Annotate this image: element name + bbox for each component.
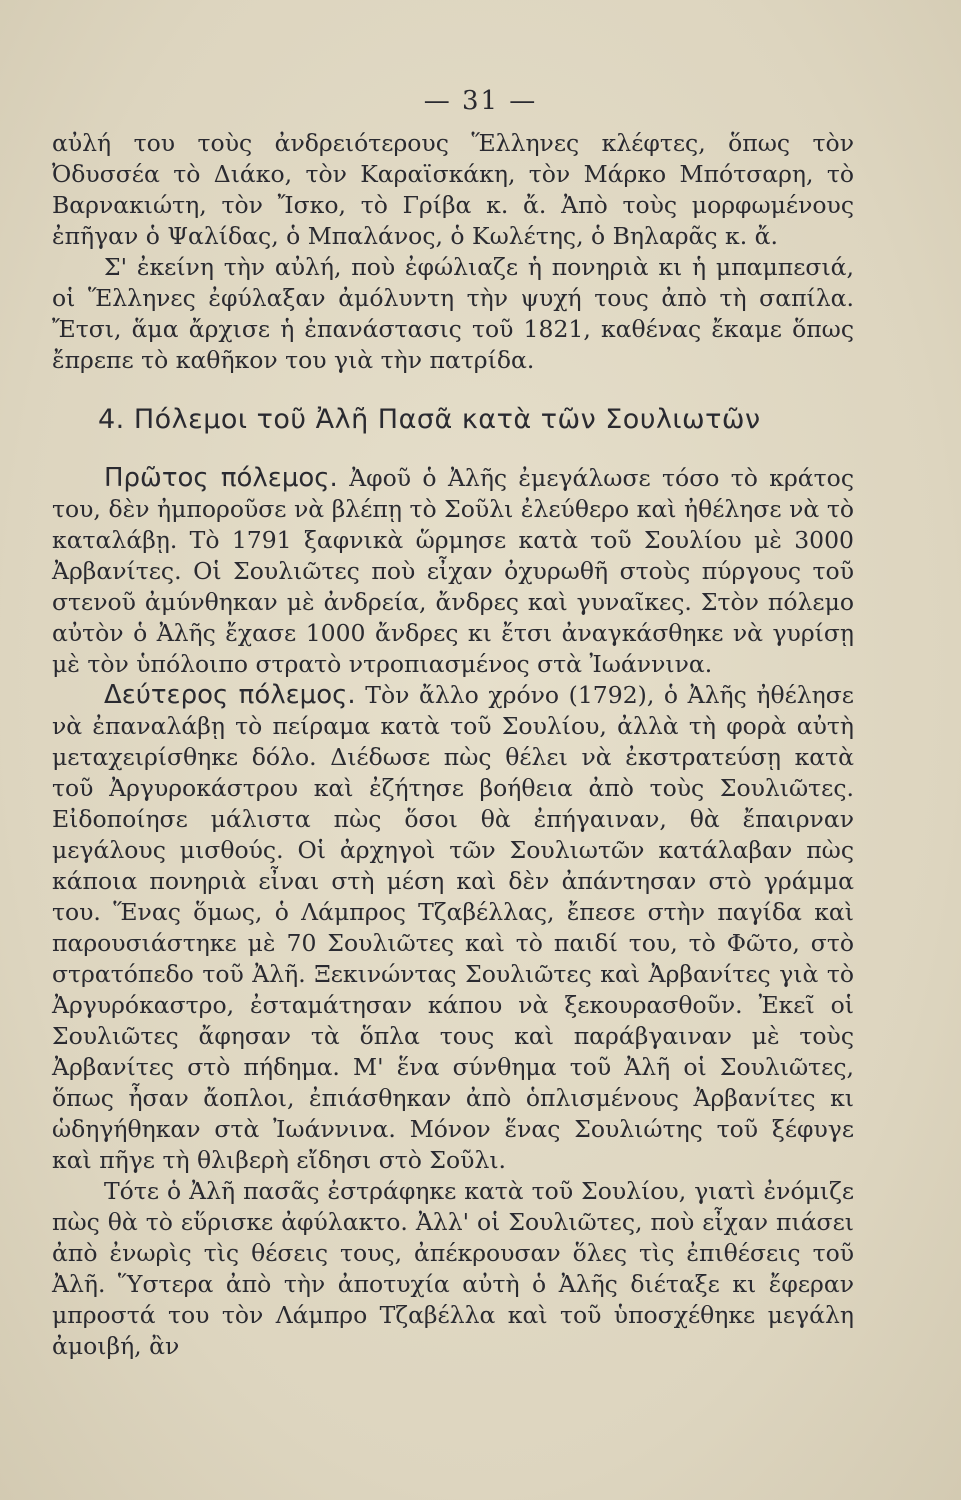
first-war-text: Ἀφοῦ ὁ Ἀλῆς ἐμεγάλωσε τόσο τὸ κράτος του, δὲν ἠμποροῦσε νὰ βλέπῃ τὸ Σοῦλι ἐλεύθερο καὶ ἠθέλησε νὰ τὸ καταλάβῃ. Τὸ 1791 ξαφνικὰ ὥρμησε κατὰ τοῦ Σουλίου μὲ 3000 Ἀρβανίτες. Οἱ Σουλιῶτες ποὺ εἶχαν ὀχυρωθῆ στοὺς πύργους τοῦ στενοῦ ἀμύνθηκαν μὲ ἀνδρεία, ἄνδρες καὶ γυναῖκες. Στὸν πόλεμο αὐτὸν ὁ Ἀλῆς ἔχασε 1000 ἄνδρες κι ἔτσι ἀναγκάσθηκε νὰ γυρίσῃ μὲ τὸν ὑπόλοιπο στρατὸ ντροπιασμένος στὰ Ἰωάννινα. [52, 464, 854, 678]
paragraph-2: Σ' ἐκείνη τὴν αὐλή, ποὺ ἐφώλιαζε ἡ πονηριὰ κι ἡ μπαμπεσιά, οἱ Ἕλληνες ἐφύλαξαν ἀμόλυντη τὴν ψυχή τους ἀπὸ τὴ σαπίλα. Ἔτσι, ἅμα ἄρχισε ἡ ἐπανάστασις τοῦ 1821, καθένας ἔκαμε ὅπως ἔπρεπε τὸ καθῆκον του γιὰ τὴν πατρίδα. [52, 253, 854, 374]
paragraph-5: Τότε ὁ Ἀλῆ πασᾶς ἐστράφηκε κατὰ τοῦ Σουλίου, γιατὶ ἐνόμιζε πὼς θὰ τὸ εὕρισκε ἀφύλακτο. Ἀλλ' οἱ Σουλιῶτες, ποὺ εἶχαν πιάσει ἀπὸ ἐνωρὶς τὶς θέσεις τους, ἀπέκρουσαν ὅλες τὶς ἐπιθέσεις τοῦ Ἀλῆ. Ὕστερα ἀπὸ τὴν ἀποτυχία αὐτὴ ὁ Ἀλῆς διέταξε κι ἔφεραν μπροστά του τὸν Λάμπρο Τζαβέλλα καὶ τοῦ ὑποσχέθηκε μεγάλη ἀμοιβή, ἂν [52, 1177, 854, 1360]
second-war-lead: Δεύτερος πόλεμος. [104, 680, 356, 710]
paragraph-1: αὐλή του τοὺς ἀνδρειότερους Ἕλληνες κλέφτες, ὅπως τὸν Ὀδυσσέα τὸ Διάκο, τὸν Καραϊσκάκη, τὸν Μάρκο Μπότσαρη, τὸ Βαρνακιώτη, τὸν Ἴσκο, τὸ Γρίβα κ. ἄ. Ἀπὸ τοὺς μορφωμένους ἐπῆγαν ὁ Ψαλίδας, ὁ Μπαλάνος, ὁ Κωλέτης, ὁ Βηλαρᾶς κ. ἄ. [52, 129, 854, 250]
page-number: — 31 — [423, 86, 538, 116]
second-war-text: Τὸν ἄλλο χρόνο (1792), ὁ Ἀλῆς ἠθέλησε νὰ ἐπαναλάβῃ τὸ πείραμα κατὰ τοῦ Σουλίου, ἀλλὰ τὴ φορὰ αὐτὴ μεταχειρίσθηκε δόλο. Διέδωσε πὼς θέλει νὰ ἐκστρατεύσῃ κατὰ τοῦ Ἀργυροκάστρου καὶ ἐζήτησε βοήθεια ἀπὸ τοὺς Σουλιῶτες. Εἰδοποίησε μάλιστα πὼς ὅσοι θὰ ἐπήγαιναν, θὰ ἔπαιρναν μεγάλους μισθούς. Οἱ ἀρχηγοὶ τῶν Σουλιωτῶν κατάλαβαν πὼς κάποια πονηριὰ εἶναι στὴ μέση καὶ δὲν ἀπάντησαν στὸ γράμμα του. Ἕνας ὅμως, ὁ Λάμπρος Τζαβέλλας, ἔπεσε στὴν παγίδα καὶ παρουσιάστηκε μὲ 70 Σουλιῶτες καὶ τὸ παιδί του, τὸ Φῶτο, στὸ στρατόπεδο τοῦ Ἀλῆ. Ξεκινώντας Σουλιῶτες καὶ Ἀρβανίτες γιὰ τὸ Ἀργυρόκαστρο, ἐσταμάτησαν κάπου νὰ ξεκουρασθοῦν. Ἐκεῖ οἱ Σουλιῶτες ἄφησαν τὰ ὅπλα τους καὶ παράβγαιναν μὲ τοὺς Ἀρβανίτες στὸ πήδημα. Μ' ἕνα σύνθημα τοῦ Ἀλῆ οἱ Σουλιῶτες, ὅπως ἦσαν ἄοπλοι, ἐπιάσθηκαν ἀπὸ ὁπλισμένους Ἀρβανίτες κι ὡδηγήθηκαν στὰ Ἰωάννινα. Μόνον ἕνας Σουλιώτης τοῦ ξέφυγε καὶ πῆγε τὴ θλιβερὴ εἴδησι στὸ Σοῦλι. [52, 681, 854, 1174]
paragraph-first-war [52, 463, 854, 680]
section-heading: 4. Πόλεμοι τοῦ Ἀλῆ Πασᾶ κατὰ τῶν Σουλιωτῶν [98, 404, 761, 435]
paragraph-second-war [52, 680, 854, 1176]
first-war-lead: Πρῶτος πόλεμος. [104, 463, 338, 493]
page-body [52, 128, 854, 1362]
